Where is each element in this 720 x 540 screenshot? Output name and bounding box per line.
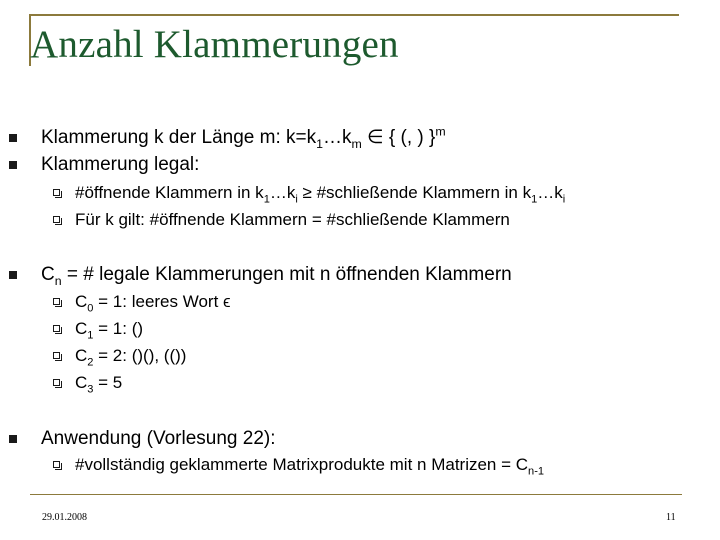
sub-bullet-text: $C_3 = 5$ bbox=[75, 373, 123, 396]
title-rule-horizontal bbox=[29, 14, 679, 16]
page-number: 11 bbox=[666, 512, 676, 523]
sub-bullet-text: #öffnende Klammern in $k_1\dots k_i$ ≥ #schließende Klammern in $k_1\dots k_i$ bbox=[75, 183, 566, 206]
hollow-square-bullet-icon bbox=[53, 325, 60, 332]
sub-bullet-text: $C_1 = 1$: () bbox=[75, 319, 144, 342]
slide-title: Anzahl Klammerungen bbox=[30, 23, 399, 66]
sub-bullet-c3 bbox=[75, 373, 123, 396]
bullet-1 bbox=[41, 124, 446, 151]
square-bullet-icon bbox=[9, 435, 17, 443]
hollow-square-bullet-icon bbox=[53, 298, 60, 305]
bullet-2 bbox=[41, 154, 199, 176]
sub-bullet-text: Für k gilt: #öffnende Klammern = #schließende Klammern bbox=[75, 210, 510, 229]
square-bullet-icon bbox=[9, 271, 17, 279]
bullet-text: Klammerung legal: bbox=[41, 154, 200, 175]
bullet-3 bbox=[41, 264, 512, 286]
footer-date: 29.01.2008 bbox=[42, 512, 87, 523]
hollow-square-bullet-icon bbox=[53, 216, 60, 223]
sub-bullet-text: $C_0 = 1$: leeres Wort ϵ bbox=[75, 292, 231, 315]
sub-bullet-2 bbox=[75, 210, 510, 230]
footer-rule bbox=[30, 494, 682, 495]
square-bullet-icon bbox=[9, 134, 17, 142]
sub-bullet-c2 bbox=[75, 346, 187, 369]
sub-bullet-c1 bbox=[75, 319, 144, 342]
bullet-text: $C_n$ = # legale Klammerungen mit n öffnenden Klammern bbox=[41, 264, 512, 288]
bullet-text: Anwendung (Vorlesung 22): bbox=[41, 428, 276, 449]
hollow-square-bullet-icon bbox=[53, 379, 60, 386]
sub-bullet-c0 bbox=[75, 292, 231, 315]
hollow-square-bullet-icon bbox=[53, 461, 60, 468]
hollow-square-bullet-icon bbox=[53, 352, 60, 359]
sub-bullet-matrix bbox=[75, 455, 545, 478]
sub-bullet-1 bbox=[75, 183, 566, 206]
square-bullet-icon bbox=[9, 161, 17, 169]
sub-bullet-text: #vollständig geklammerte Matrixprodukte mit n Matrizen = $C_{n-1}$ bbox=[75, 455, 545, 478]
bullet-text: Klammerung k der Länge m: $k=k_1\dots k_m$ ∈ { (, ) }$^m$ bbox=[41, 124, 446, 151]
bullet-4 bbox=[41, 428, 276, 450]
sub-bullet-text: $C_2 = 2$: ()(), (()) bbox=[75, 346, 187, 369]
hollow-square-bullet-icon bbox=[53, 189, 60, 196]
